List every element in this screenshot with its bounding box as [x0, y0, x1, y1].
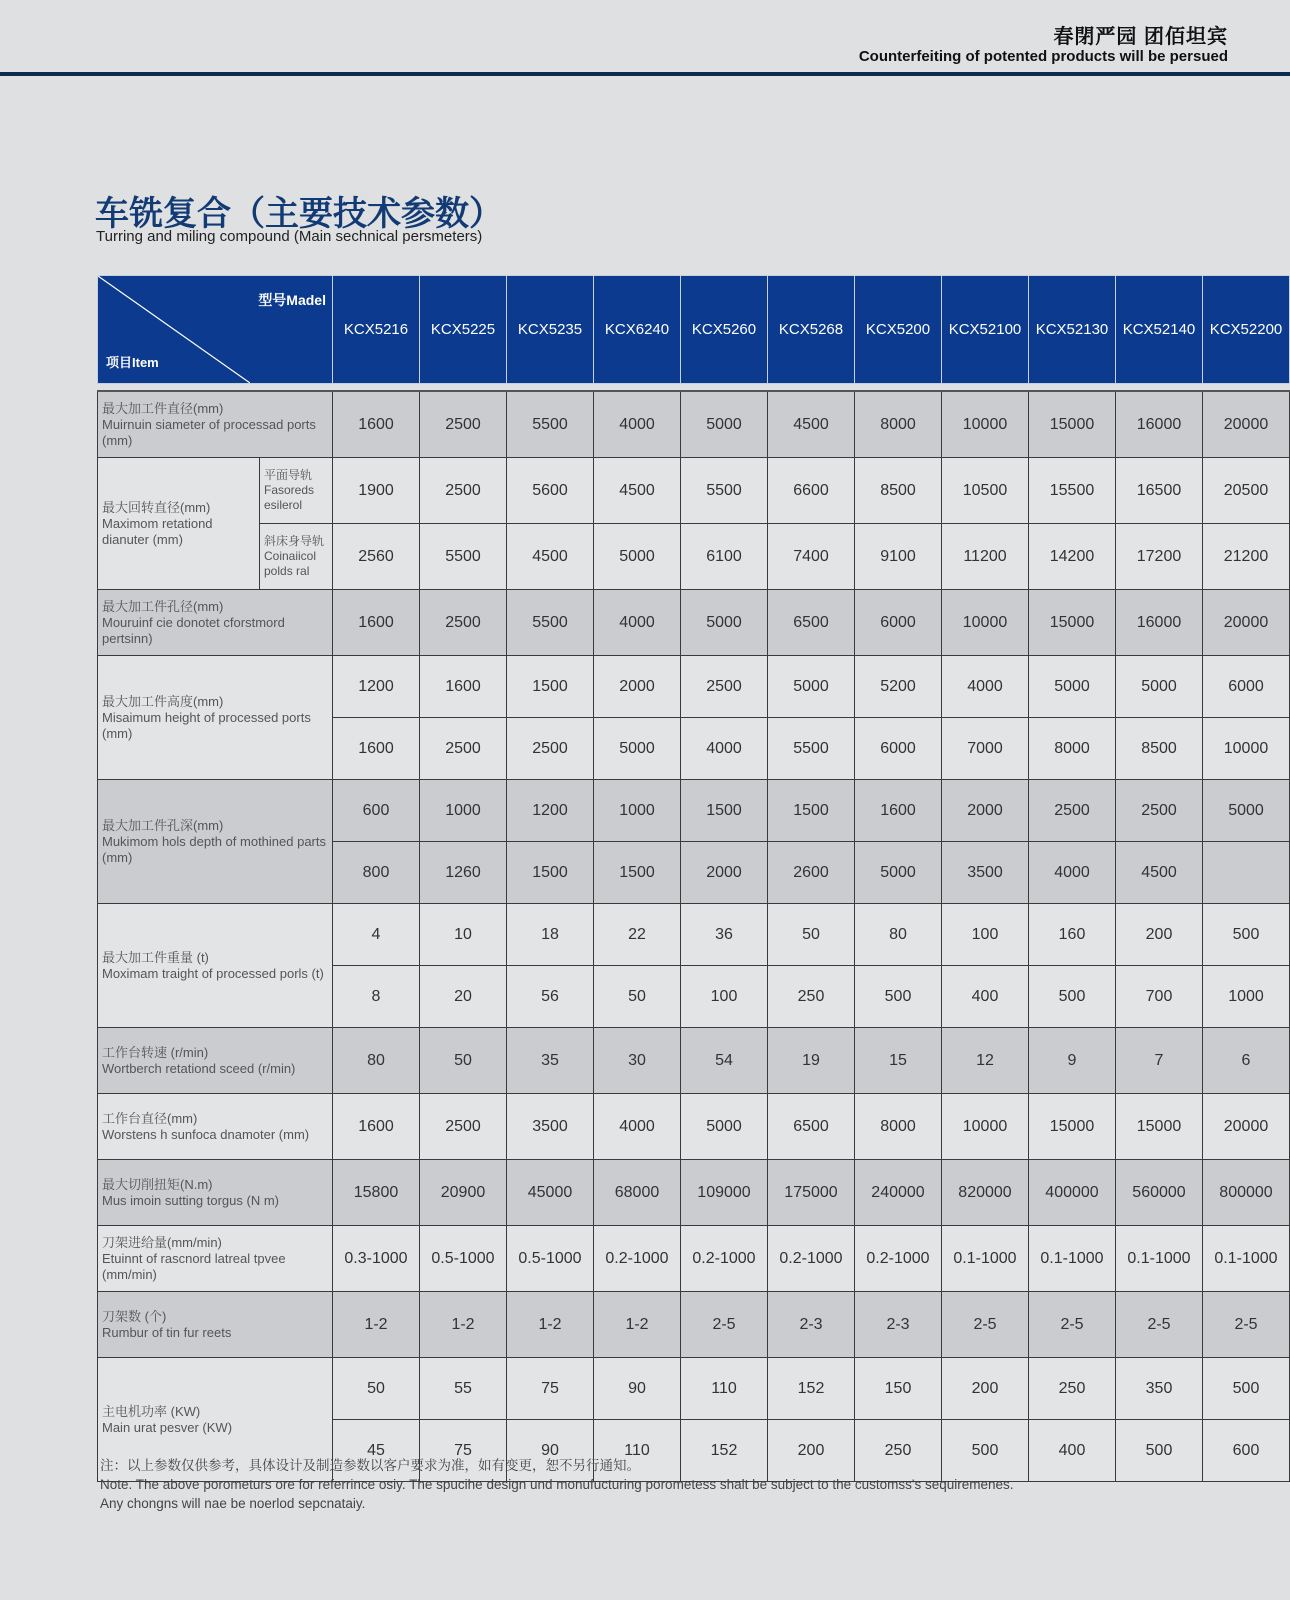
table-cell: 500: [1116, 1420, 1203, 1482]
table-cell: 36: [681, 904, 768, 966]
table-cell: 0.1-1000: [1203, 1226, 1290, 1292]
note-en-2: Any chongns will nae be noerlod sepcnataiy.: [100, 1496, 366, 1511]
table-cell: 18: [507, 904, 594, 966]
table-cell: 6000: [855, 718, 942, 780]
table-cell: 2600: [768, 842, 855, 904]
table-cell: 9: [1029, 1028, 1116, 1094]
table-cell: 0.2-1000: [594, 1226, 681, 1292]
table-cell: 6100: [681, 524, 768, 590]
table-cell: 1600: [333, 1094, 420, 1160]
table-cell: 350: [1116, 1358, 1203, 1420]
table-cell: 5000: [768, 656, 855, 718]
table-cell: 500: [855, 966, 942, 1028]
table-cell: 4500: [1116, 842, 1203, 904]
table-cell: 16000: [1116, 590, 1203, 656]
model-header: KCX52130: [1029, 276, 1116, 384]
row-label: 最大加工件孔深(mm) Mukimom hols depth of mothined parts (mm): [98, 780, 333, 904]
table-cell: 200: [942, 1358, 1029, 1420]
table-cell: 110: [681, 1358, 768, 1420]
table-row: [98, 590, 1290, 656]
table-cell: 1-2: [594, 1292, 681, 1358]
gap-cell: [98, 384, 1290, 392]
table-cell: 800000: [1203, 1160, 1290, 1226]
table-cell: 4000: [942, 656, 1029, 718]
table-cell: 500: [942, 1420, 1029, 1482]
table-cell: 20900: [420, 1160, 507, 1226]
table-cell: 17200: [1116, 524, 1203, 590]
page-subtitle: Turring and miling compound (Main sechnical persmeters): [96, 228, 483, 245]
table-cell: 1600: [855, 780, 942, 842]
row-label: 工作台直径(mm) Worstens h sunfoca dnamoter (mm): [98, 1094, 333, 1160]
table-cell: 15500: [1029, 458, 1116, 524]
table-cell: 14200: [1029, 524, 1116, 590]
row-sublabel: 斜床身导轨 Coinaiicol polds ral: [260, 524, 333, 590]
table-cell: 80: [855, 904, 942, 966]
row-label: 最大加工件孔径(mm) Mouruinf cie donotet cforstmord pertsinn): [98, 590, 333, 656]
table-cell: 7000: [942, 718, 1029, 780]
model-header: KCX5235: [507, 276, 594, 384]
table-cell: 1200: [333, 656, 420, 718]
spec-table: [97, 275, 1290, 1482]
table-cell: 5500: [768, 718, 855, 780]
table-cell: 5000: [594, 524, 681, 590]
table-cell: 1260: [420, 842, 507, 904]
model-header: KCX5225: [420, 276, 507, 384]
table-cell: 1600: [333, 590, 420, 656]
model-header: KCX5200: [855, 276, 942, 384]
table-cell: 4500: [507, 524, 594, 590]
table-cell: 4500: [594, 458, 681, 524]
table-cell: 4500: [768, 391, 855, 458]
table-cell: 1500: [507, 842, 594, 904]
row-label: 刀架进给量(mm/min) Etuinnt of rascnord latreal tpvee (mm/min): [98, 1226, 333, 1292]
table-cell: 1000: [420, 780, 507, 842]
table-cell: 1000: [594, 780, 681, 842]
table-cell: 2500: [681, 656, 768, 718]
table-cell: 5500: [420, 524, 507, 590]
table-cell: 2560: [333, 524, 420, 590]
table-cell: 2500: [420, 718, 507, 780]
table-cell: 10000: [942, 1094, 1029, 1160]
table-cell: 2-5: [1116, 1292, 1203, 1358]
table-cell: 90: [594, 1358, 681, 1420]
table-cell: 2000: [594, 656, 681, 718]
table-cell: 400000: [1029, 1160, 1116, 1226]
table-cell: 16000: [1116, 391, 1203, 458]
table-cell: 5000: [1116, 656, 1203, 718]
table-cell: 9100: [855, 524, 942, 590]
table-row: [98, 780, 1290, 842]
table-cell: 7: [1116, 1028, 1203, 1094]
table-cell: 20000: [1203, 590, 1290, 656]
table-cell: 21200: [1203, 524, 1290, 590]
table-cell: 50: [594, 966, 681, 1028]
table-cell: 1000: [1203, 966, 1290, 1028]
table-cell: 700: [1116, 966, 1203, 1028]
table-cell: 250: [768, 966, 855, 1028]
row-label: 最大切削扭矩(N.m) Mus imoin sutting torgus (N m): [98, 1160, 333, 1226]
table-cell: 2500: [1029, 780, 1116, 842]
table-cell: 1-2: [333, 1292, 420, 1358]
table-cell: 4000: [594, 391, 681, 458]
table-cell: 15800: [333, 1160, 420, 1226]
table-cell: 152: [681, 1420, 768, 1482]
table-cell: 6500: [768, 1094, 855, 1160]
model-label: 型号Madel: [258, 292, 326, 308]
table-cell: 200: [1116, 904, 1203, 966]
model-header: KCX5260: [681, 276, 768, 384]
table-cell: 250: [855, 1420, 942, 1482]
table-cell: 0.1-1000: [942, 1226, 1029, 1292]
table-cell: 4000: [594, 590, 681, 656]
table-cell: 6600: [768, 458, 855, 524]
model-header: KCX52200: [1203, 276, 1290, 384]
table-row: [98, 1292, 1290, 1358]
table-cell: 80: [333, 1028, 420, 1094]
row-label: 主电机功率 (KW) Main urat pesver (KW): [98, 1358, 333, 1482]
table-cell: 2500: [420, 590, 507, 656]
note-cn: 注：以上参数仅供参考，具体设计及制造参数以客户要求为准，如有变更，恕不另行通知。: [100, 1458, 640, 1473]
table-cell: 11200: [942, 524, 1029, 590]
table-cell: 5000: [681, 590, 768, 656]
table-cell: 600: [1203, 1420, 1290, 1482]
table-cell: 22: [594, 904, 681, 966]
table-cell: 75: [420, 1420, 507, 1482]
table-row: [98, 524, 1290, 590]
table-cell: 150: [855, 1358, 942, 1420]
table-cell: 0.2-1000: [855, 1226, 942, 1292]
table-cell: 0.2-1000: [681, 1226, 768, 1292]
table-cell: 0.2-1000: [768, 1226, 855, 1292]
table-cell: 160: [1029, 904, 1116, 966]
table-cell: 152: [768, 1358, 855, 1420]
table-cell: 12: [942, 1028, 1029, 1094]
table-cell: 100: [681, 966, 768, 1028]
table-cell: 50: [333, 1358, 420, 1420]
slogan-chinese: 春閉严园 团佰坦宾: [1053, 26, 1228, 48]
table-cell: 800: [333, 842, 420, 904]
table-cell: 3500: [507, 1094, 594, 1160]
table-cell: 200: [768, 1420, 855, 1482]
table-cell: 0.5-1000: [507, 1226, 594, 1292]
table-cell: 5000: [1203, 780, 1290, 842]
table-cell: 0.3-1000: [333, 1226, 420, 1292]
table-cell: 1500: [681, 780, 768, 842]
table-cell: 1-2: [420, 1292, 507, 1358]
table-cell: 5500: [507, 590, 594, 656]
table-cell: 6500: [768, 590, 855, 656]
table-cell: 10: [420, 904, 507, 966]
table-cell: 1600: [333, 718, 420, 780]
table-cell: 10000: [942, 590, 1029, 656]
table-cell: 10000: [942, 391, 1029, 458]
table-cell: [1203, 842, 1290, 904]
table-cell: 8000: [855, 391, 942, 458]
table-cell: 5000: [594, 718, 681, 780]
table-cell: 820000: [942, 1160, 1029, 1226]
table-cell: 500: [1203, 904, 1290, 966]
table-cell: 5000: [855, 842, 942, 904]
table-cell: 0.1-1000: [1029, 1226, 1116, 1292]
table-cell: 6000: [1203, 656, 1290, 718]
table-header-row: [98, 276, 1290, 384]
row-label: 最大加工件高度(mm) Misaimum height of processed ports (mm): [98, 656, 333, 780]
table-cell: 2000: [942, 780, 1029, 842]
table-cell: 6000: [855, 590, 942, 656]
row-label: 最大加工件重量 (t) Moximam traight of processed porls (t): [98, 904, 333, 1028]
table-cell: 8: [333, 966, 420, 1028]
table-cell: 10000: [1203, 718, 1290, 780]
table-cell: 400: [1029, 1420, 1116, 1482]
model-header: KCX52140: [1116, 276, 1203, 384]
table-row: [98, 1160, 1290, 1226]
item-label: 项目Item: [106, 355, 159, 370]
table-cell: 4000: [594, 1094, 681, 1160]
table-cell: 35: [507, 1028, 594, 1094]
table-cell: 2500: [507, 718, 594, 780]
table-cell: 100: [942, 904, 1029, 966]
table-cell: 2-5: [942, 1292, 1029, 1358]
table-cell: 8500: [1116, 718, 1203, 780]
table-row: [98, 1028, 1290, 1094]
slogan-english: Counterfeiting of potented products will be persued: [858, 48, 1228, 65]
model-header: KCX6240: [594, 276, 681, 384]
table-row: [98, 1226, 1290, 1292]
table-row: [98, 656, 1290, 718]
table-cell: 5200: [855, 656, 942, 718]
table-row: [98, 1094, 1290, 1160]
table-row: [98, 458, 1290, 524]
table-cell: 5600: [507, 458, 594, 524]
table-cell: 5000: [681, 391, 768, 458]
table-cell: 560000: [1116, 1160, 1203, 1226]
row-label: 工作台转速 (r/min) Wortberch retationd sceed (r/min): [98, 1028, 333, 1094]
table-cell: 400: [942, 966, 1029, 1028]
table-cell: 20500: [1203, 458, 1290, 524]
table-cell: 2-5: [1029, 1292, 1116, 1358]
row-label: 刀架数 (个) Rumbur of tin fur reets: [98, 1292, 333, 1358]
table-cell: 1600: [333, 391, 420, 458]
table-cell: 2000: [681, 842, 768, 904]
table-cell: 1900: [333, 458, 420, 524]
table-cell: 109000: [681, 1160, 768, 1226]
table-cell: 30: [594, 1028, 681, 1094]
table-cell: 2-3: [855, 1292, 942, 1358]
table-cell: 15000: [1029, 1094, 1116, 1160]
table-cell: 5500: [507, 391, 594, 458]
table-cell: 7400: [768, 524, 855, 590]
table-cell: 68000: [594, 1160, 681, 1226]
table-cell: 50: [768, 904, 855, 966]
table-cell: 1-2: [507, 1292, 594, 1358]
notes: [100, 1456, 1014, 1513]
row-sublabel: 平面导轨 Fasoreds esilerol: [260, 458, 333, 524]
page-title: 车铣复合（主要技术参数）: [95, 195, 503, 233]
table-cell: 1500: [507, 656, 594, 718]
table-cell: 2500: [420, 1094, 507, 1160]
table-cell: 50: [420, 1028, 507, 1094]
table-cell: 2500: [1116, 780, 1203, 842]
table-cell: 20000: [1203, 391, 1290, 458]
note-en-1: Note. The above porometurs ore for referrince osiy. The spucihe design und monufucturing porometess shalt be subject to the customss's sequiremenes.: [100, 1477, 1014, 1492]
table-cell: 8500: [855, 458, 942, 524]
table-cell: 2500: [420, 458, 507, 524]
table-cell: 5000: [1029, 656, 1116, 718]
table-cell: 15000: [1029, 590, 1116, 656]
table-cell: 1600: [420, 656, 507, 718]
table-cell: 20000: [1203, 1094, 1290, 1160]
table-cell: 2-5: [681, 1292, 768, 1358]
table-cell: 90: [507, 1420, 594, 1482]
table-cell: 600: [333, 780, 420, 842]
table-cell: 55: [420, 1358, 507, 1420]
table-cell: 5000: [681, 1094, 768, 1160]
table-cell: 10500: [942, 458, 1029, 524]
table-cell: 6: [1203, 1028, 1290, 1094]
table-cell: 1200: [507, 780, 594, 842]
table-cell: 15: [855, 1028, 942, 1094]
table-cell: 20: [420, 966, 507, 1028]
header-divider: [0, 72, 1290, 76]
table-cell: 45000: [507, 1160, 594, 1226]
table-cell: 2-3: [768, 1292, 855, 1358]
model-header: KCX5216: [333, 276, 420, 384]
table-cell: 110: [594, 1420, 681, 1482]
table-cell: 16500: [1116, 458, 1203, 524]
table-cell: 500: [1203, 1358, 1290, 1420]
table-row: [98, 391, 1290, 458]
table-cell: 175000: [768, 1160, 855, 1226]
table-cell: 75: [507, 1358, 594, 1420]
table-cell: 2500: [420, 391, 507, 458]
row-label: 最大加工件直径(mm) Muirnuin siameter of processad ports (mm): [98, 391, 333, 458]
table-cell: 0.5-1000: [420, 1226, 507, 1292]
table-cell: 4000: [681, 718, 768, 780]
table-cell: 2-5: [1203, 1292, 1290, 1358]
table-cell: 500: [1029, 966, 1116, 1028]
table-cell: 15000: [1116, 1094, 1203, 1160]
table-cell: 19: [768, 1028, 855, 1094]
corner-header: [98, 276, 333, 384]
table-cell: 8000: [1029, 718, 1116, 780]
table-cell: 240000: [855, 1160, 942, 1226]
model-header: KCX5268: [768, 276, 855, 384]
table-cell: 5500: [681, 458, 768, 524]
table-cell: 54: [681, 1028, 768, 1094]
table-row: [98, 904, 1290, 966]
table-cell: 0.1-1000: [1116, 1226, 1203, 1292]
table-cell: 250: [1029, 1358, 1116, 1420]
table-cell: 4: [333, 904, 420, 966]
model-header: KCX52100: [942, 276, 1029, 384]
table-cell: 4000: [1029, 842, 1116, 904]
row-label: 最大回转直径(mm) Maximom retationd dianuter (mm): [98, 458, 260, 590]
table-cell: 1500: [768, 780, 855, 842]
table-cell: 56: [507, 966, 594, 1028]
table-cell: 3500: [942, 842, 1029, 904]
table-cell: 45: [333, 1420, 420, 1482]
table-row: [98, 1358, 1290, 1420]
header-gap: [98, 384, 1290, 392]
table-cell: 15000: [1029, 391, 1116, 458]
table-cell: 1500: [594, 842, 681, 904]
table-cell: 8000: [855, 1094, 942, 1160]
